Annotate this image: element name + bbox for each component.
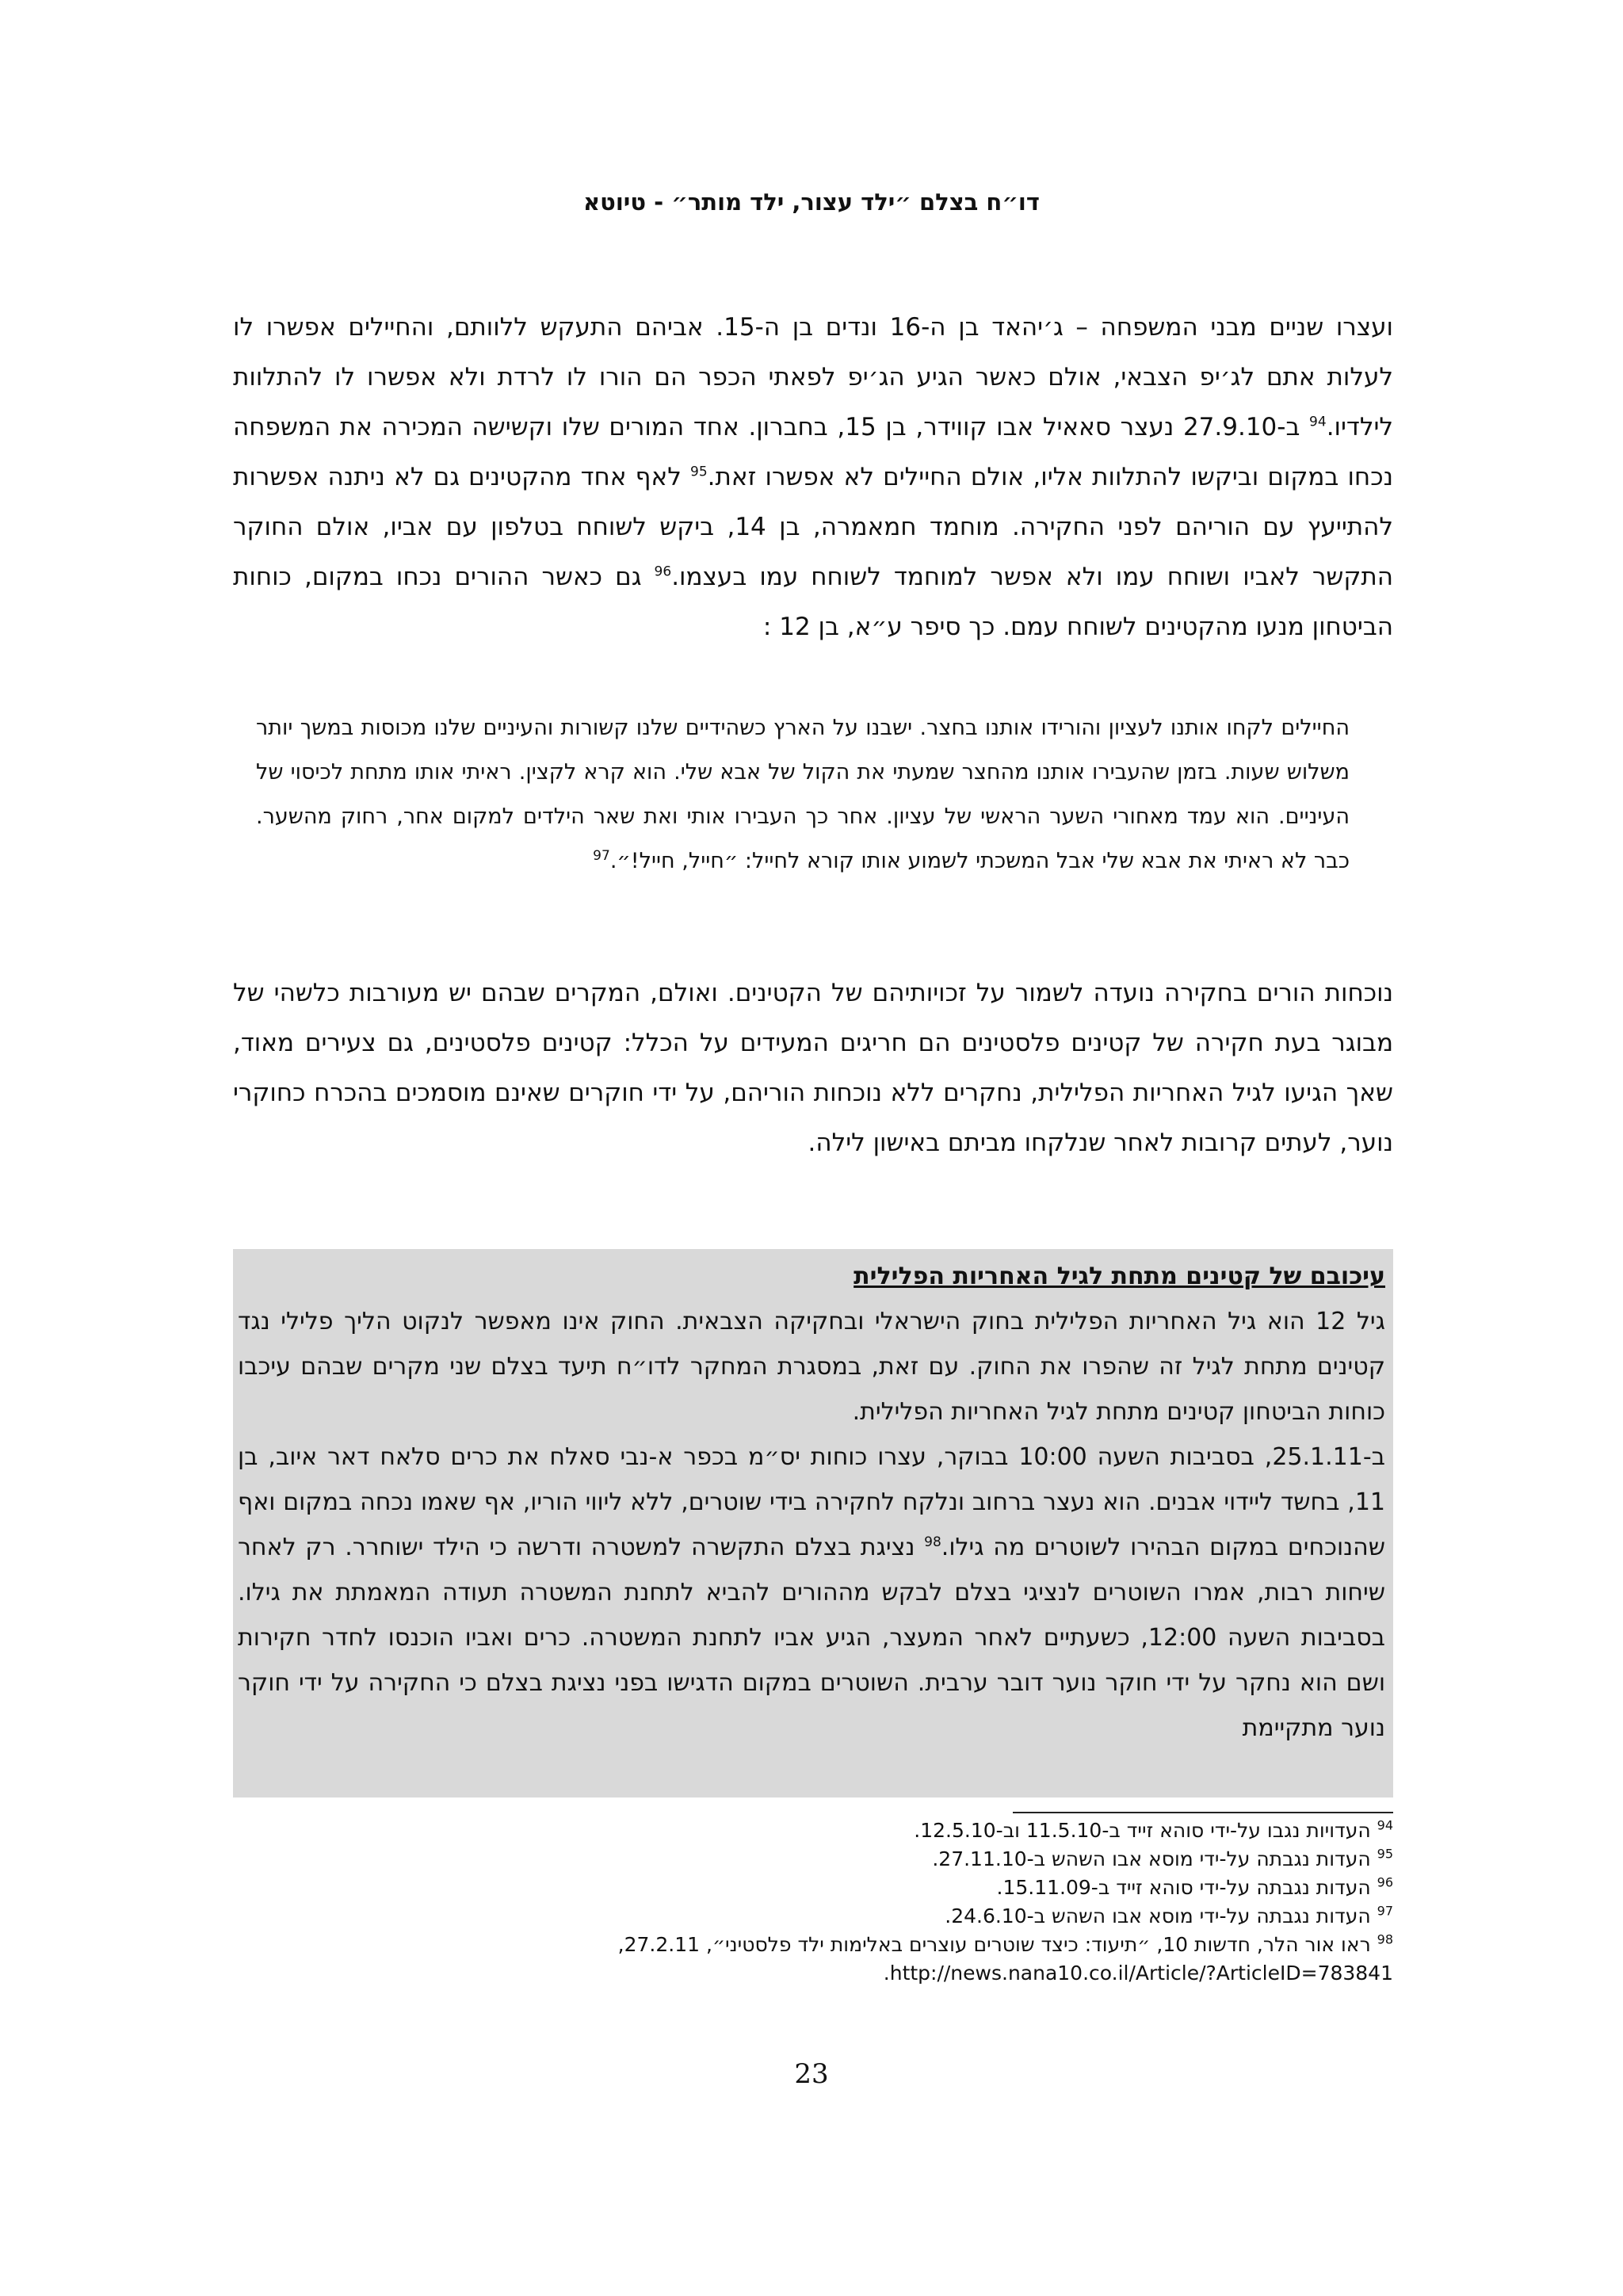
footnote-97: $^{97}$ העדות נגבתה על-ידי מוסא אבו השהש ב-24.6.10. bbox=[945, 1903, 1393, 1927]
footnote-96: $^{96}$ העדות נגבתה על-ידי סוהא זייד ב-15.11.09. bbox=[996, 1874, 1393, 1899]
footnote-98: $^{98}$ ראו אור הלר, חדשות 10, ״תיעוד: כיצד שוטרים עוצרים באלימות ילד פלסטיני״, 27.2.11, http://news.nana10.co.il/Article/?ArticleID=783841. bbox=[617, 1931, 1393, 1985]
paragraph-text: ב-27.9.10 נעצר סאאיל אבו קווידר, בן 15, בחברון. אחד המורים שלו וקשישה המכירה את המשפחה נכחו במקום וביקשו להתלוות אליו, אולם החיילים לא אפשרו זאת. bbox=[233, 413, 1393, 491]
footnote-ref-97[interactable]: 97 bbox=[593, 848, 610, 864]
footnote-95: $^{95}$ העדות נגבתה על-ידי מוסא אבו השהש ב-27.11.10. bbox=[932, 1846, 1393, 1870]
footnote-94: $^{94}$ העדויות נגבו על-ידי סוהא זייד ב-11.5.10 וב-12.5.10. bbox=[914, 1817, 1393, 1842]
footnote-ref-98[interactable]: 98 bbox=[924, 1534, 941, 1550]
footnote-ref-95[interactable]: 95 bbox=[690, 464, 708, 480]
report-title: דו״ח בצלם ״ילד עצור, ילד מותר״ - טיוטא bbox=[583, 189, 1040, 216]
footnote-separator bbox=[1013, 1812, 1393, 1813]
body-paragraph-2 bbox=[233, 968, 1393, 1168]
testimony-quote bbox=[256, 706, 1350, 884]
box-paragraph-1: גיל 12 הוא גיל האחריות הפלילית בחוק הישראלי ובחקיקה הצבאית. החוק אינו מאפשר לנקוט הליך פלילי נגד קטינים מתחת לגיל זה שהפרו את החוק. עם זאת, במסגרת המחקר לדו״ח תיעד בצלם שני מקרים שבהם עיכבו כוחות הביטחון קטינים מתחת לגיל האחריות הפלילית. bbox=[238, 1308, 1385, 1426]
footnote-ref-94[interactable]: 94 bbox=[1309, 414, 1327, 430]
running-header bbox=[238, 189, 1385, 216]
footnote-ref-96[interactable]: 96 bbox=[654, 563, 672, 580]
highlight-box bbox=[233, 1249, 1393, 1797]
box-paragraph-2: ב-25.1.11, בסביבות השעה 10:00 בבוקר, עצרו כוחות יס״מ בכפר א-נבי סאלח את כרים סלאח דאר איוב, בן 11, בחשד ליידוי אבנים. הוא נעצר ברחוב ונלקח לחקירה בידי שוטרים, ללא ליווי הוריו, אף שאמו נכחה במקום ואף שהנוכחים במקום הבהירו לשוטרים מה גילו.$^{98}$ נציגת בצלם התקשרה למשטרה ודרשה כי הילד ישוחרר. רק לאחר שיחות רבות, אמרו השוטרים לנציגי בצלם לבקש מההורים להביא לתחנת המשטרה תעודה המאמתת את גילו. בסביבות השעה 12:00, כשעתיים לאחר המעצר, הגיע אביו לתחנת המשטרה. כרים ואביו הוכנסו לחדר חקירות ושם הוא נחקר על ידי חוקר נוער דובר ערבית. השוטרים במקום הדגישו בפני נציגת בצלם כי החקירה על ידי חוקר נוער מתקיימת bbox=[238, 1443, 1386, 1742]
paragraph-text: ועצרו שניים מבני המשפחה – ג׳יהאד בן ה-16 ונדים בן ה-15. אביהם התעקש ללוותם, והחיילים אפשרו לו לעלות אתם לג׳יפ הצבאי, אולם כאשר הגיע הג׳יפ לפאתי הכפר הם הורו לו לרדת ולא אפשרו לו להתלוות לילדיו. bbox=[233, 313, 1394, 441]
paragraph-text: לאף אחד מהקטינים גם לא ניתנה אפשרות להתייעץ עם הוריהם לפני החקירה. מוחמד חמאמרה, בן 14, ביקש לשוחח בטלפון עם אביו, אולם החוקר התקשר לאביו ושוחח עמו ולא אפשר למוחמד לשוחח עמו בעצמו. bbox=[233, 463, 1394, 591]
box-title: עיכובם של קטינים מתחת לגיל האחריות הפלילית bbox=[854, 1263, 1385, 1290]
paragraph-text: נוכחות הורים בחקירה נועדה לשמור על זכויותיהם של הקטינים. ואולם, המקרים שבהם יש מעורבות כלשהי של מבוגר בעת חקירה של קטינים פלסטינים הם חריגים המעידים על הכלל: קטינים פלסטינים, גם צעירים מאוד, שאך הגיעו לגיל האחריות הפלילית, נחקרים ללא נוכחות הוריהם, על ידי חוקרים שאינם מוסמכים בהכרח כחוקרי נוער, לעתים קרובות לאחר שנלקחו מביתם באישון לילה. bbox=[233, 979, 1393, 1157]
footnotes bbox=[601, 1817, 1393, 1988]
quote-text: החיילים לקחו אותנו לעציון והורידו אותנו בחצר. ישבנו על הארץ כשהידיים שלנו קשורות והעיניים שלנו מכוסות במשך יותר משלוש שעות. בזמן שהעבירו אותנו מהחצר שמעתי את הקול של אבא שלי. הוא קרא לקצין. ראיתי אותו מתחת לכיסוי של העיניים. הוא עמד מאחורי השער הראשי של עציון. אחר כך העבירו אותי ואת שאר הילדים למקום אחר, רחוק מהשער. כבר לא ראיתי את אבא שלי אבל המשכתי לשמוע אותו קורא לחייל: ״חייל, חייל!״. bbox=[256, 716, 1350, 873]
body-paragraph-1 bbox=[233, 303, 1393, 652]
page-number: 23 bbox=[794, 2058, 829, 2090]
paragraph-text: גם כאשר ההורים נכחו במקום, כוחות הביטחון מנעו מהקטינים לשוחח עמם. כך סיפר ע״א, בן 12 : bbox=[233, 563, 1393, 641]
